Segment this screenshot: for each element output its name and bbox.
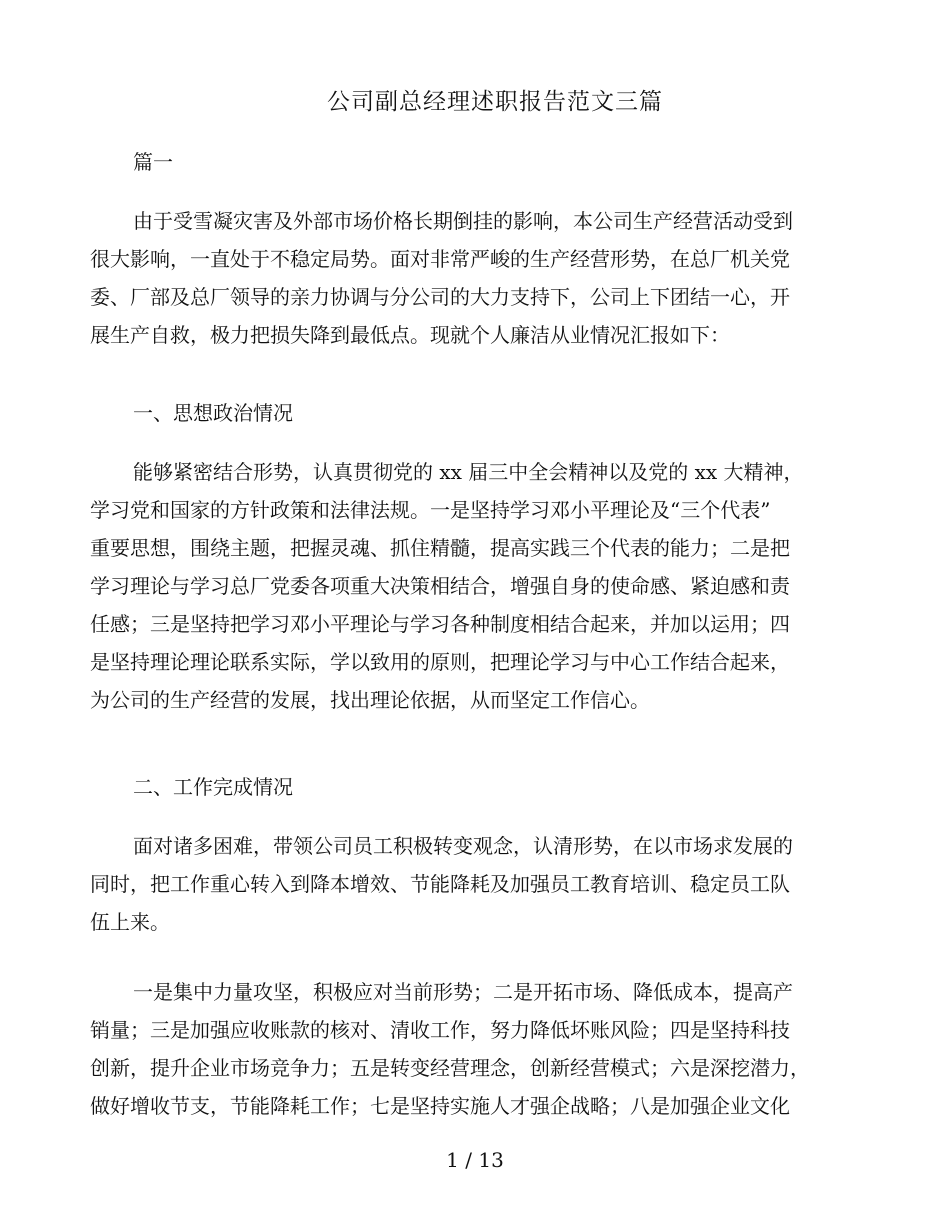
paragraph-line: 任感；三是坚持把学习邓小平理论与学习各种制度相结合起来，并加以运用；四 [90,612,790,636]
paragraph-line: 做好增收节支，节能降耗工作；七是坚持实施人才强企战略；八是加强企业文化 [90,1094,790,1118]
paragraph-line: 创新，提升企业市场竞争力；五是转变经营理念，创新经营模式；六是深挖潜力， [90,1056,810,1080]
section-label: 篇一 [133,150,173,174]
paragraph-line: 由于受雪凝灾害及外部市场价格长期倒挂的影响，本公司生产经营活动受到 [133,209,793,233]
page-number: 1 / 13 [446,1148,504,1172]
intro-paragraph [90,202,880,354]
paragraph-line: 为公司的生产经营的发展，找出理论依据，从而坚定工作信心。 [90,688,650,712]
paragraph-line: 展生产自救，极力把损失降到最低点。现就个人廉洁从业情况汇报如下： [90,323,730,347]
paragraph-line: 同时，把工作重心转入到降本增效、节能降耗及加强员工教育培训、稳定员工队 [90,872,790,896]
paragraph-line: 重要思想，围绕主题，把握灵魂、抓住精髓，提高实践三个代表的能力；二是把 [90,536,790,560]
paragraph-line: 能够紧密结合形势，认真贯彻党的 xx 届三中全会精神以及党的 xx 大精神， [133,460,804,484]
paragraph-line: 学习理论与学习总厂党委各项重大决策相结合，增强自身的使命感、紧迫感和责 [90,574,790,598]
heading-politics: 一、思想政治情况 [133,401,293,425]
work-paragraph [90,827,880,941]
paragraph-line: 面对诸多困难，带领公司员工积极转变观念，认清形势，在以市场求发展的 [133,834,793,858]
paragraph-line: 是坚持理论理论联系实际，学以致用的原则，把理论学习与中心工作结合起来， [90,650,790,674]
paragraph-line: 学习党和国家的方针政策和法律法规。一是坚持学习邓小平理论及“三个代表” [90,498,771,522]
heading-work: 二、工作完成情况 [133,775,293,799]
measures-paragraph [90,973,880,1125]
document-title: 公司副总经理述职报告范文三篇 [327,89,663,115]
paragraph-line: 委、厂部及总厂领导的亲力协调与分公司的大力支持下，公司上下团结一心，开 [90,285,790,309]
paragraph-line: 销量；三是加强应收账款的核对、清收工作，努力降低坏账风险；四是坚持科技 [90,1018,790,1042]
paragraph-line: 伍上来。 [90,910,170,934]
paragraph-line: 很大影响，一直处于不稳定局势。面对非常严峻的生产经营形势，在总厂机关党 [90,247,790,271]
paragraph-line: 一是集中力量攻坚，积极应对当前形势；二是开拓市场、降低成本，提高产 [133,980,793,1004]
politics-paragraph [90,453,880,719]
